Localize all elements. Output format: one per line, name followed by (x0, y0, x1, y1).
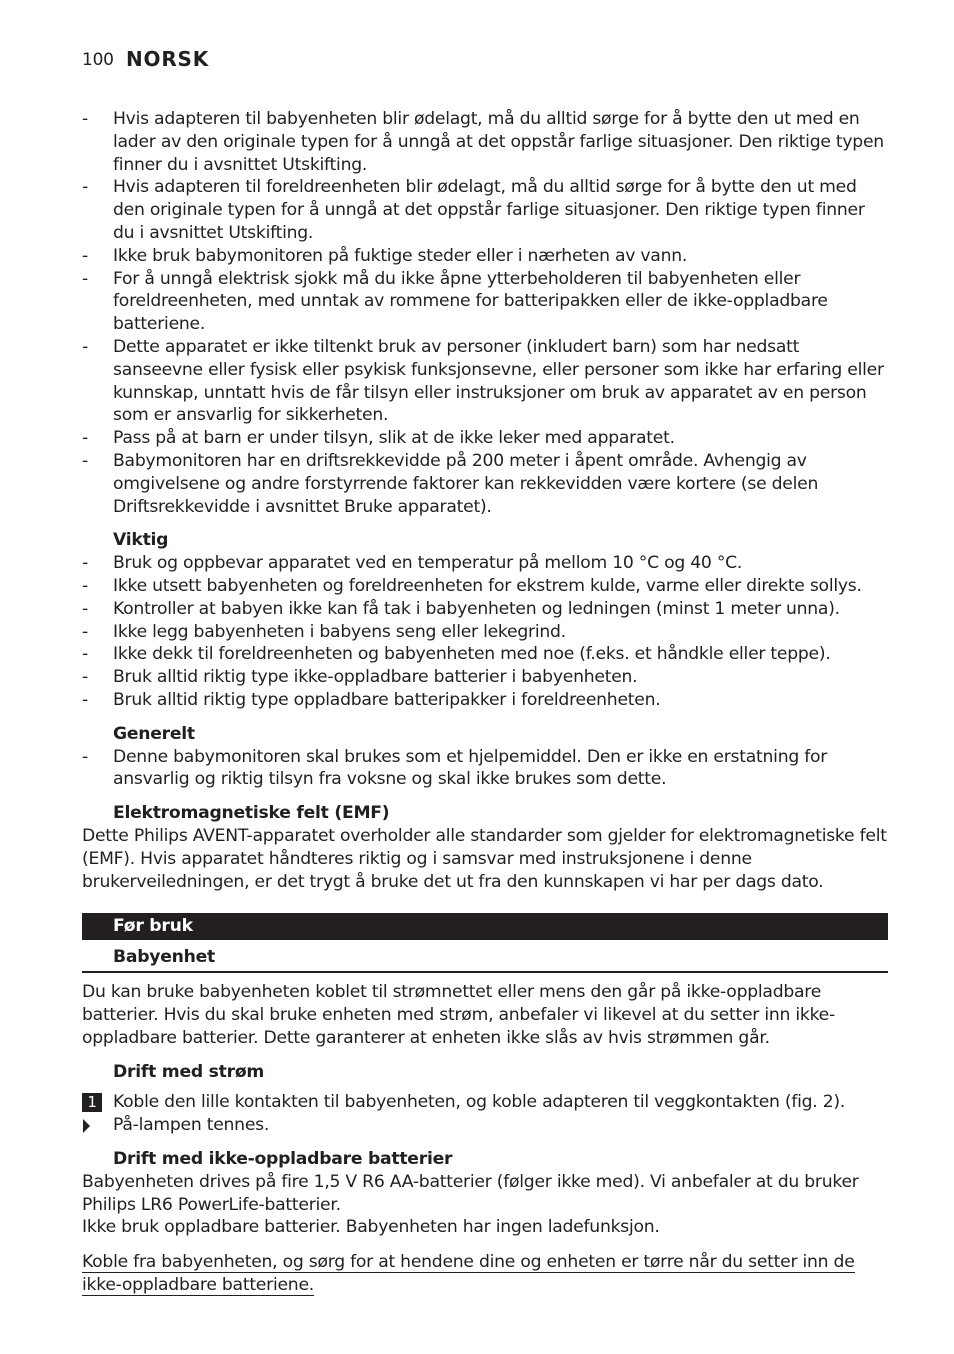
list-item: - Bruk og oppbevar apparatet ved en temperatur på mellom 10 °C og 40 °C. (82, 553, 743, 574)
list-item: - Ikke dekk til foreldreenheten og babyenheten med noe (f.eks. et håndkle eller teppe). (82, 644, 831, 665)
important-heading: Viktig (113, 530, 169, 551)
general-list (82, 746, 888, 792)
battery-note: Ikke bruk oppladbare batterier. Babyenheten har ingen ladefunksjon. (82, 1217, 660, 1238)
list-item: - Ikke bruk babymonitoren på fuktige steder eller i nærheten av vann. (82, 245, 688, 266)
battery-operation-heading: Drift med ikke-oppladbare batterier (113, 1149, 453, 1170)
list-item: - Babymonitoren har en driftsrekkevidde på 200 meter i åpent område. Avhengig av omgivelsene og andre forstyrrende faktorer kan rekkevidden være kortere (se delen Driftsrekkevidde i avsnittet Bruke apparatet). (82, 450, 819, 517)
step-result (82, 1114, 888, 1137)
battery-paragraph: Babyenheten drives på fire 1,5 V R6 AA-batterier (følger ikke med). Vi anbefaler at du bruker Philips LR6 PowerLife-batterier. (82, 1171, 859, 1215)
step-result-text: På-lampen tennes. (113, 1115, 270, 1136)
list-item: - Dette apparatet er ikke tiltenkt bruk av personer (inkludert barn) som har nedsatt sanseevne eller fysisk eller psykisk funksjonsevne, eller personer som ikke har erfaring eller kunnskap, unntatt hvis de får tilsyn eller instruksjoner om bruk av apparatet av en person som er ansvarlig for sikkerheten. (82, 336, 884, 426)
section-title-before-use: Før bruk (82, 913, 888, 940)
list-item: - Bruk alltid riktig type oppladbare batteripakker i foreldreenheten. (82, 689, 661, 710)
list-item: - Ikke legg babyenheten i babyens seng eller lekegrind. (82, 621, 566, 642)
important-list (82, 552, 888, 712)
list-item: - Hvis adapteren til babyenheten blir ødelagt, må du alltid sørge for å bytte den ut med en lader av den originale typen for å unngå at det oppstår farlige situasjoner. Den riktige typen finner du i avsnittet Utskifting. (82, 109, 884, 175)
list-item: - Denne babymonitoren skal brukes som et hjelpemiddel. Den er ikke en erstatning for ansvarlig og riktig tilsyn fra voksne og skal ikke brukes som dette. (82, 746, 828, 790)
step-number-badge: 1 (82, 1093, 102, 1112)
step-1 (82, 1091, 888, 1114)
list-item: - For å unngå elektrisk sjokk må du ikke åpne ytterbeholderen til babyenheten eller foreldreenheten, med unntak av rommene for batteripakken eller de ikke-oppladbare batteriene. (82, 268, 828, 335)
list-item: - Ikke utsett babyenheten og foreldreenheten for ekstrem kulde, varme eller direkte sollys. (82, 575, 862, 596)
page-number: 100 (82, 50, 114, 70)
baby-unit-heading: Babyenhet (82, 946, 888, 973)
battery-warning: Koble fra babyenheten, og sørg for at hendene dine og enheten er tørre når du setter inn de ikke-oppladbare batteriene. (82, 1252, 855, 1296)
page-content (82, 108, 888, 1297)
general-heading: Generelt (113, 723, 195, 744)
language-heading: NORSK (126, 47, 210, 71)
list-item: - Bruk alltid riktig type ikke-oppladbare batterier i babyenheten. (82, 667, 638, 688)
step-text: Koble den lille kontakten til babyenheten, og koble adapteren til veggkontakten (fig. 2). (113, 1092, 846, 1113)
safety-warnings-list (82, 108, 888, 518)
list-item: - Pass på at barn er under tilsyn, slik at de ikke leker med apparatet. (82, 428, 675, 449)
emf-heading: Elektromagnetiske felt (EMF) (113, 803, 390, 824)
list-item: - Kontroller at babyen ikke kan få tak i babyenheten og ledningen (minst 1 meter unna). (82, 598, 840, 619)
mains-operation-heading: Drift med strøm (113, 1061, 265, 1082)
emf-paragraph: Dette Philips AVENT-apparatet overholder alle standarder som gjelder for elektromagnetiske felt (EMF). Hvis apparatet håndteres riktig og i samsvar med instruksjonene i denne brukerveiledningen, er det trygt å bruke det ut fra den kunnskapen vi har per dags dato. (82, 825, 887, 892)
result-triangle-icon (83, 1119, 90, 1133)
baby-unit-paragraph: Du kan bruke babyenheten koblet til strømnettet eller mens den går på ikke-oppladbare batterier. Hvis du skal bruke enheten med strøm, anbefaler vi likevel at du setter inn ikke-oppladbare batterier. Dette garanterer at enheten ikke slås av hvis strømmen går. (82, 982, 835, 1048)
list-item: - Hvis adapteren til foreldreenheten blir ødelagt, må du alltid sørge for å bytte den ut med den originale typen for å unngå at det oppstår farlige situasjoner. Den riktige typen finner du i avsnittet Utskifting. (82, 177, 865, 243)
